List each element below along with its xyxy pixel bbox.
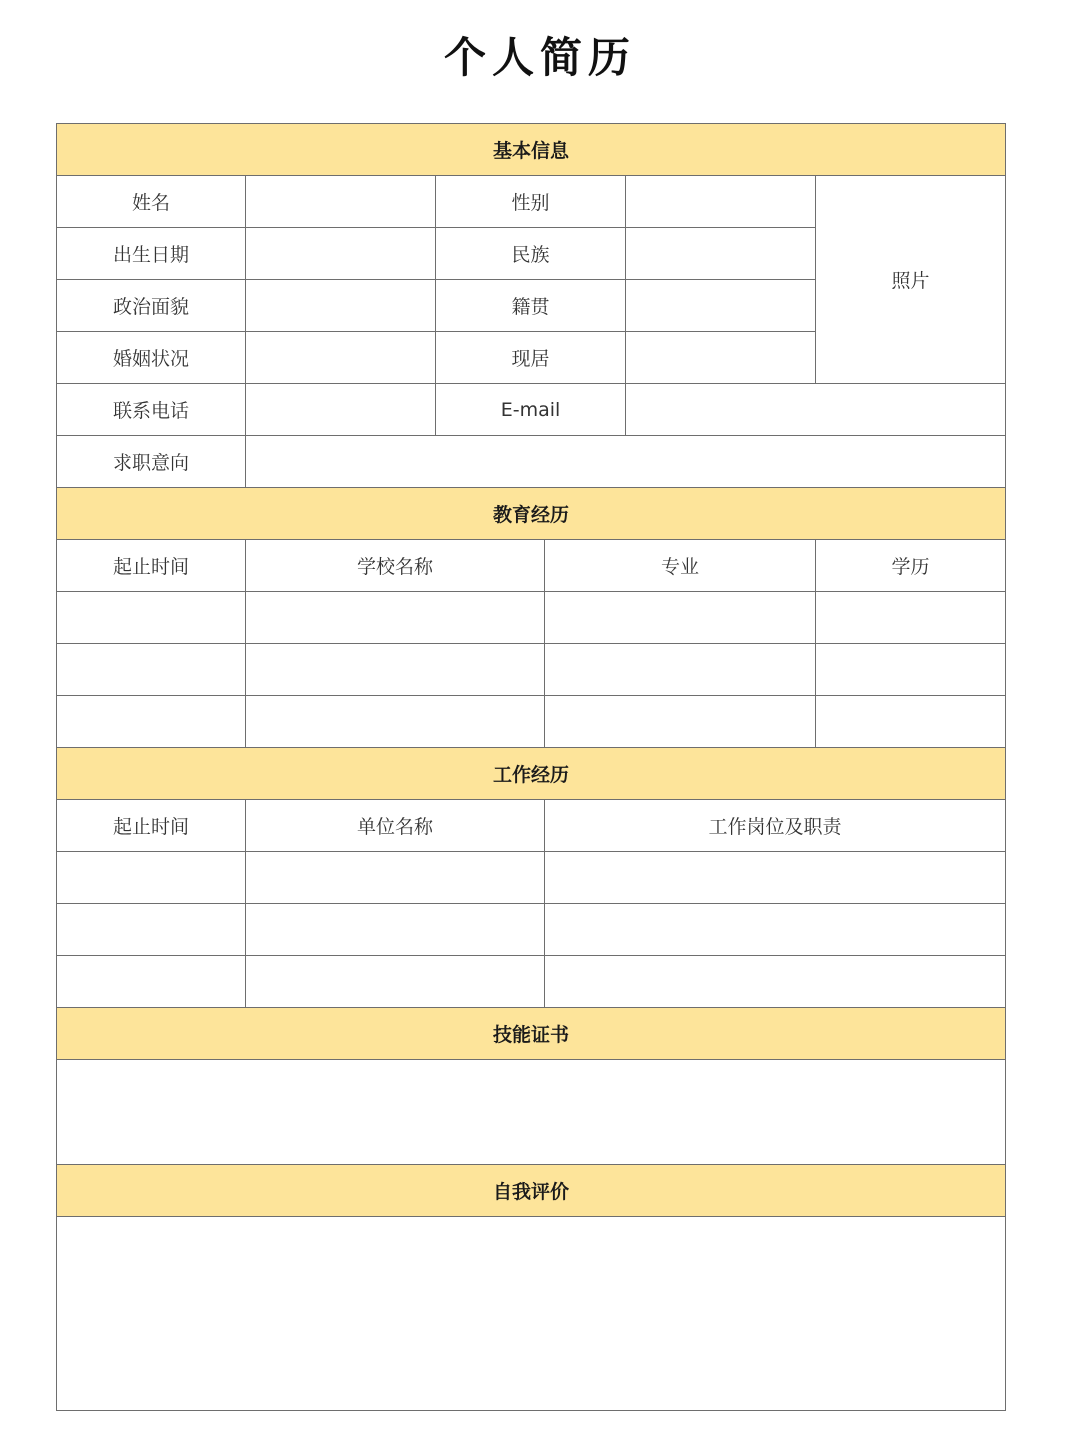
education-school-field[interactable] (246, 592, 545, 644)
education-period-field[interactable] (57, 696, 246, 748)
education-header-row (57, 540, 1006, 592)
work-col-company: 单位名称 (246, 800, 545, 852)
education-degree-field[interactable] (816, 644, 1006, 696)
work-period-field[interactable] (57, 956, 246, 1008)
email-field[interactable] (626, 384, 1006, 436)
education-major-field[interactable] (545, 644, 816, 696)
work-company-field[interactable] (246, 956, 545, 1008)
work-duties-field[interactable] (545, 852, 1006, 904)
job-intention-label: 求职意向 (57, 436, 246, 488)
political-status-label: 政治面貌 (57, 280, 246, 332)
native-place-field[interactable] (626, 280, 816, 332)
work-row (57, 904, 1006, 956)
birth-date-field[interactable] (246, 228, 436, 280)
education-row (57, 592, 1006, 644)
education-period-field[interactable] (57, 592, 246, 644)
resume-table (56, 123, 1006, 1411)
page-title: 个人简历 (443, 33, 636, 82)
education-major-field[interactable] (545, 592, 816, 644)
work-duties-field[interactable] (545, 904, 1006, 956)
work-col-period: 起止时间 (57, 800, 246, 852)
section-header-self-evaluation: 自我评价 (57, 1165, 1006, 1217)
skills-row (57, 1060, 1006, 1165)
residence-field[interactable] (626, 332, 816, 384)
marital-status-label: 婚姻状况 (57, 332, 246, 384)
name-label: 姓名 (57, 176, 246, 228)
education-col-major: 专业 (545, 540, 816, 592)
political-status-field[interactable] (246, 280, 436, 332)
birth-date-label: 出生日期 (57, 228, 246, 280)
work-period-field[interactable] (57, 852, 246, 904)
education-row (57, 696, 1006, 748)
residence-label: 现居 (436, 332, 626, 384)
phone-field[interactable] (246, 384, 436, 436)
section-header-work: 工作经历 (57, 748, 1006, 800)
education-degree-field[interactable] (816, 696, 1006, 748)
education-col-degree: 学历 (816, 540, 1006, 592)
email-label: E-mail (436, 384, 626, 436)
self-evaluation-field[interactable] (57, 1217, 1006, 1411)
work-company-field[interactable] (246, 852, 545, 904)
work-company-field[interactable] (246, 904, 545, 956)
work-col-duties: 工作岗位及职责 (545, 800, 1006, 852)
work-row (57, 852, 1006, 904)
work-row (57, 956, 1006, 1008)
phone-label: 联系电话 (57, 384, 246, 436)
job-intention-field[interactable] (246, 436, 1006, 488)
gender-label: 性别 (436, 176, 626, 228)
education-row (57, 644, 1006, 696)
form-row (57, 176, 1006, 228)
form-row (57, 384, 1006, 436)
form-row (57, 436, 1006, 488)
ethnicity-label: 民族 (436, 228, 626, 280)
section-header-row (57, 124, 1006, 176)
work-period-field[interactable] (57, 904, 246, 956)
section-header-row (57, 1008, 1006, 1060)
education-school-field[interactable] (246, 644, 545, 696)
education-col-period: 起止时间 (57, 540, 246, 592)
name-field[interactable] (246, 176, 436, 228)
self-evaluation-row (57, 1217, 1006, 1411)
section-header-basic-info: 基本信息 (57, 124, 1006, 176)
photo-box[interactable]: 照片 (816, 176, 1006, 384)
marital-status-field[interactable] (246, 332, 436, 384)
work-header-row (57, 800, 1006, 852)
education-col-school: 学校名称 (246, 540, 545, 592)
native-place-label: 籍贯 (436, 280, 626, 332)
section-header-row (57, 1165, 1006, 1217)
skills-field[interactable] (57, 1060, 1006, 1165)
education-period-field[interactable] (57, 644, 246, 696)
work-duties-field[interactable] (545, 956, 1006, 1008)
education-school-field[interactable] (246, 696, 545, 748)
education-degree-field[interactable] (816, 592, 1006, 644)
section-header-education: 教育经历 (57, 488, 1006, 540)
section-header-row (57, 488, 1006, 540)
section-header-row (57, 748, 1006, 800)
gender-field[interactable] (626, 176, 816, 228)
section-header-skills: 技能证书 (57, 1008, 1006, 1060)
education-major-field[interactable] (545, 696, 816, 748)
ethnicity-field[interactable] (626, 228, 816, 280)
